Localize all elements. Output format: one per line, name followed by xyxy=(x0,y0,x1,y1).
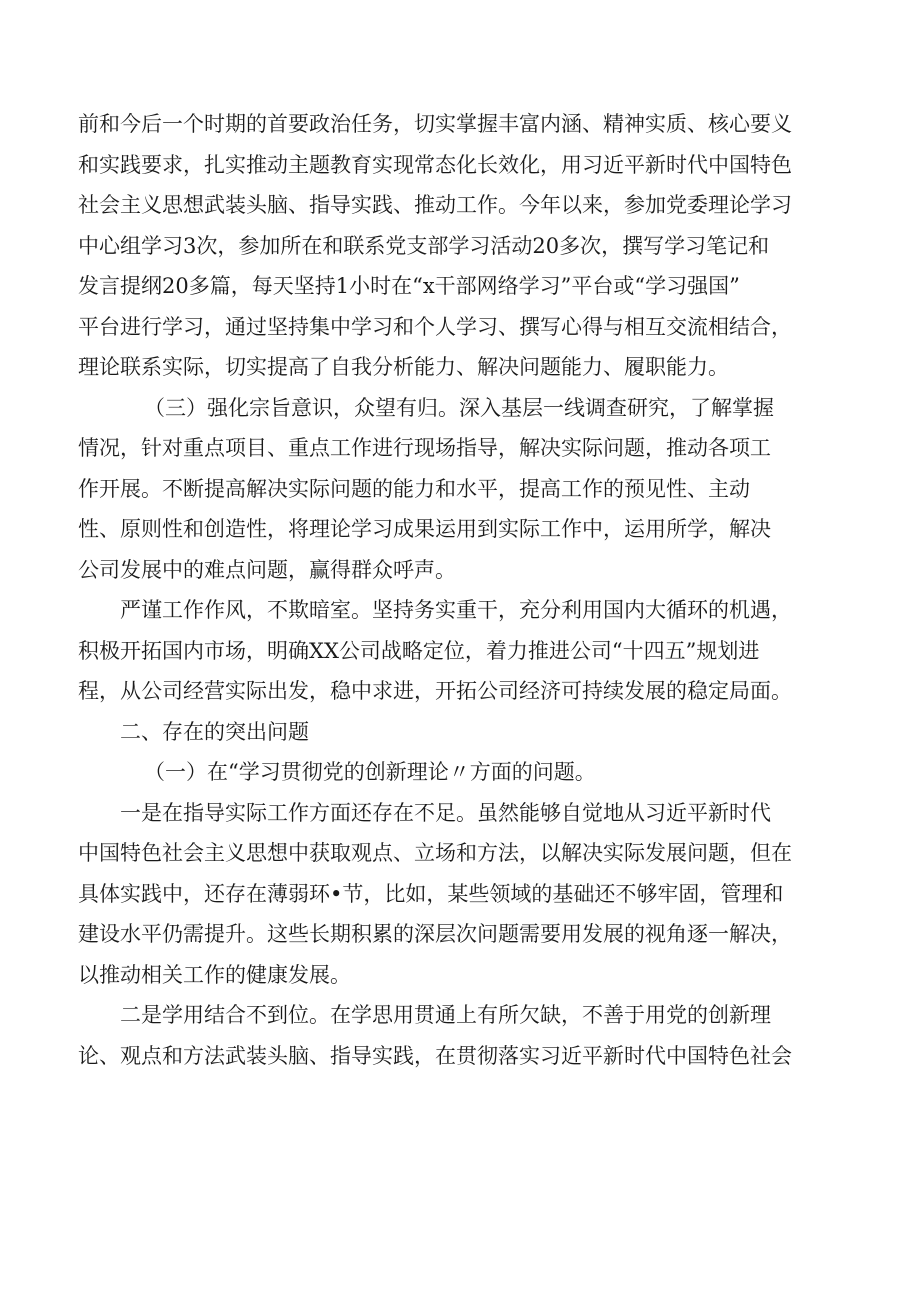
text-line: 程，从公司经营实际出发，稳中求进，开拓公司经济可持续发展的稳定局面。 xyxy=(78,679,792,703)
text-line: 建设水平仍需提升。这些长期积累的深层次问题需要用发展的视角逐一解决， xyxy=(78,922,792,946)
text-line: 和实践要求，扎实推动主题教育实现常态化长效化，用习近平新时代中国特色 xyxy=(78,152,792,177)
text-line: 积极开拓国内市场，明确XX公司战略定位，着力推进公司“十四五”规划进 xyxy=(78,638,760,663)
document-body xyxy=(78,104,858,1076)
text-line: 发言提纲20多篇，每天坚持1小时在“x干部网络学习”平台或“学习强国” xyxy=(78,274,740,298)
text-line: 平台进行学习，通过坚持集中学习和个人学习、撰写心得与相互交流相结合， xyxy=(78,314,792,339)
text-line: 公司发展中的难点问题，赢得群众呼声。 xyxy=(78,557,456,582)
text-line: 性、原则性和创造性，将理论学习成果运用到实际工作中，运用所学，解决 xyxy=(78,517,771,541)
text-line: 以推动相关工作的健康发展。 xyxy=(78,962,351,987)
text-line: 作开展。不断提高解决实际问题的能力和水平，提高工作的预见性、主动 xyxy=(78,476,750,501)
section-heading: 二、存在的突出问题 xyxy=(120,719,309,744)
paragraph-start-line: 二是学用结合不到位。在学思用贯通上有所欠缺，不善于用党的创新理 xyxy=(120,1003,771,1027)
text-line: 情况，针对重点项目、重点工作进行现场指导，解决实际问题，推动各项工 xyxy=(78,436,771,460)
paragraph-start-line: 严谨工作作风，不欺暗室。坚持务实重干，充分利用国内大循环的机遇， xyxy=(120,598,792,622)
text-line: 社会主义思想武装头脑、指导实践、推动工作。今年以来，参加党委理论学习 xyxy=(78,193,792,217)
text-line: 中心组学习3次，参加所在和联系党支部学习活动20多次，撰写学习笔记和 xyxy=(78,233,770,258)
subsection-heading: （一）在“学习贯彻党的创新理论〃方面的问题。 xyxy=(144,760,596,784)
text-line: 论、观点和方法武装头脑、指导实践，在贯彻落实习近平新时代中国特色社会 xyxy=(78,1043,792,1068)
text-line: 中国特色社会主义思想中获取观点、立场和方法，以解决实际发展问题，但在 xyxy=(78,841,792,865)
paragraph-start-line: 一是在指导实际工作方面还存在不足。虽然能够自觉地从习近平新时代 xyxy=(120,800,771,825)
text-line: 理论联系实际，切实提高了自我分析能力、解决问题能力、履职能力。 xyxy=(78,355,729,379)
paragraph-start-line: （三）强化宗旨意识，众望有归。深入基层一线调查研究，了解掌握 xyxy=(144,395,774,420)
text-line: 前和今后一个时期的首要政治任务，切实掌握丰富内涵、精神实质、核心要义 xyxy=(78,112,792,136)
text-line: 具体实践中，还存在薄弱环•节，比如，某些领域的基础还不够牢固，管理和 xyxy=(78,881,784,906)
